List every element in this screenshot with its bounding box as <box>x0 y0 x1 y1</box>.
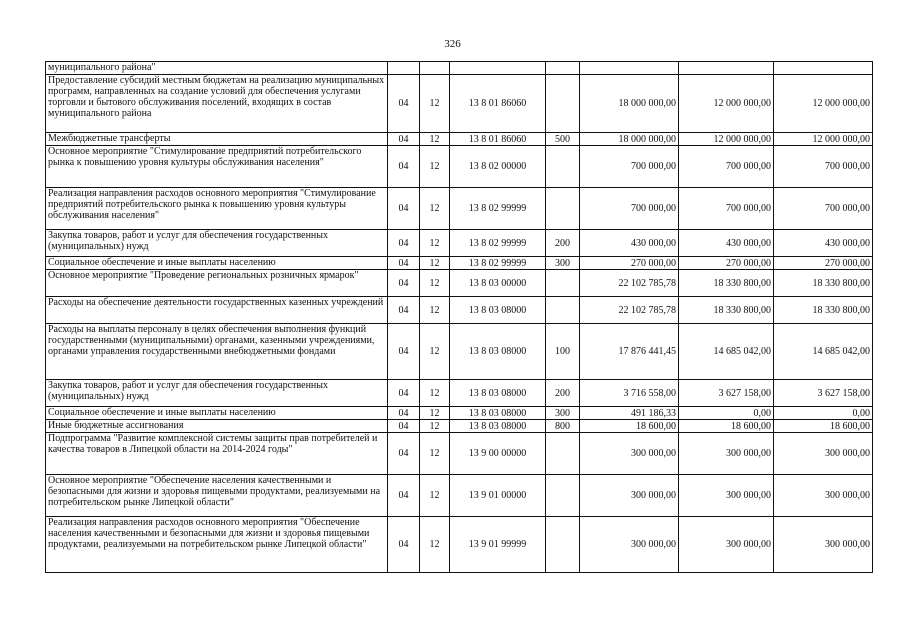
table-row <box>46 475 873 517</box>
cell-subsection: 12 <box>420 257 450 270</box>
cell-section: 04 <box>388 75 420 133</box>
cell-target-article: 13 9 00 00000 <box>450 433 546 475</box>
cell-expense-type: 100 <box>546 324 580 380</box>
table-row <box>46 407 873 420</box>
cell-target-article: 13 8 03 08000 <box>450 420 546 433</box>
cell-name: Закупка товаров, работ и услуг для обеспечения государственных (муниципальных) нужд <box>46 230 388 257</box>
cell-expense-type: 800 <box>546 420 580 433</box>
cell-amount-year-2: 700 000,00 <box>679 188 774 230</box>
cell-amount-year-3: 18 330 800,00 <box>774 270 873 297</box>
cell-expense-type: 200 <box>546 380 580 407</box>
table-row <box>46 188 873 230</box>
cell-section: 04 <box>388 433 420 475</box>
cell-target-article: 13 8 02 99999 <box>450 188 546 230</box>
cell-amount-year-1: 18 000 000,00 <box>580 75 679 133</box>
cell-amount-year-2: 0,00 <box>679 407 774 420</box>
table-row <box>46 517 873 573</box>
cell-amount-year-3: 12 000 000,00 <box>774 133 873 146</box>
cell-subsection: 12 <box>420 420 450 433</box>
budget-table-body <box>46 62 873 573</box>
table-row <box>46 257 873 270</box>
cell-expense-type <box>546 146 580 188</box>
cell-amount-year-2: 14 685 042,00 <box>679 324 774 380</box>
cell-subsection: 12 <box>420 75 450 133</box>
cell-section: 04 <box>388 230 420 257</box>
table-row <box>46 270 873 297</box>
cell-target-article: 13 8 03 00000 <box>450 270 546 297</box>
cell-subsection: 12 <box>420 230 450 257</box>
table-row <box>46 433 873 475</box>
cell-amount-year-2: 3 627 158,00 <box>679 380 774 407</box>
table-row <box>46 230 873 257</box>
cell-target-article: 13 8 02 99999 <box>450 230 546 257</box>
cell-expense-type: 200 <box>546 230 580 257</box>
cell-amount-year-3: 700 000,00 <box>774 146 873 188</box>
cell-amount-year-1: 270 000,00 <box>580 257 679 270</box>
cell-subsection <box>420 62 450 75</box>
cell-amount-year-3: 18 330 800,00 <box>774 297 873 324</box>
cell-amount-year-1: 700 000,00 <box>580 146 679 188</box>
cell-subsection: 12 <box>420 297 450 324</box>
cell-amount-year-1: 300 000,00 <box>580 433 679 475</box>
cell-amount-year-1: 18 600,00 <box>580 420 679 433</box>
table-row <box>46 133 873 146</box>
cell-name: Реализация направления расходов основного мероприятия "Стимулирование предприятий потребительского рынка к повышению уровня культуры обслуживания населения" <box>46 188 388 230</box>
cell-amount-year-2: 18 330 800,00 <box>679 297 774 324</box>
cell-name: Предоставление субсидий местным бюджетам на реализацию муниципальных программ, направленных на создание условий для обеспечения услугами торговли и бытового обслуживания поселений, входящих в состав муниципального района <box>46 75 388 133</box>
cell-expense-type <box>546 433 580 475</box>
cell-amount-year-1: 22 102 785,78 <box>580 270 679 297</box>
cell-amount-year-3: 300 000,00 <box>774 517 873 573</box>
cell-section: 04 <box>388 420 420 433</box>
cell-section: 04 <box>388 146 420 188</box>
cell-name: Иные бюджетные ассигнования <box>46 420 388 433</box>
cell-target-article: 13 8 03 08000 <box>450 324 546 380</box>
cell-amount-year-2: 300 000,00 <box>679 433 774 475</box>
cell-amount-year-3: 300 000,00 <box>774 475 873 517</box>
cell-amount-year-2 <box>679 62 774 75</box>
cell-amount-year-3: 270 000,00 <box>774 257 873 270</box>
cell-amount-year-3: 300 000,00 <box>774 433 873 475</box>
cell-subsection: 12 <box>420 517 450 573</box>
cell-amount-year-3: 12 000 000,00 <box>774 75 873 133</box>
cell-amount-year-2: 700 000,00 <box>679 146 774 188</box>
cell-target-article: 13 8 02 00000 <box>450 146 546 188</box>
cell-target-article: 13 8 01 86060 <box>450 75 546 133</box>
cell-subsection: 12 <box>420 146 450 188</box>
cell-section: 04 <box>388 324 420 380</box>
cell-target-article <box>450 62 546 75</box>
cell-section: 04 <box>388 407 420 420</box>
cell-amount-year-1: 491 186,33 <box>580 407 679 420</box>
cell-expense-type <box>546 270 580 297</box>
cell-name: Основное мероприятие "Проведение региональных розничных ярмарок" <box>46 270 388 297</box>
cell-amount-year-3: 14 685 042,00 <box>774 324 873 380</box>
cell-amount-year-1: 430 000,00 <box>580 230 679 257</box>
cell-amount-year-2: 300 000,00 <box>679 517 774 573</box>
cell-target-article: 13 9 01 99999 <box>450 517 546 573</box>
cell-expense-type <box>546 475 580 517</box>
cell-amount-year-1: 300 000,00 <box>580 475 679 517</box>
cell-section: 04 <box>388 133 420 146</box>
cell-expense-type: 300 <box>546 407 580 420</box>
cell-section: 04 <box>388 297 420 324</box>
cell-subsection: 12 <box>420 433 450 475</box>
cell-target-article: 13 8 03 08000 <box>450 297 546 324</box>
cell-expense-type <box>546 517 580 573</box>
table-row <box>46 62 873 75</box>
table-row <box>46 380 873 407</box>
cell-amount-year-2: 12 000 000,00 <box>679 75 774 133</box>
table-row <box>46 75 873 133</box>
cell-subsection: 12 <box>420 270 450 297</box>
cell-amount-year-3: 0,00 <box>774 407 873 420</box>
cell-amount-year-1: 3 716 558,00 <box>580 380 679 407</box>
table-row <box>46 420 873 433</box>
cell-section: 04 <box>388 257 420 270</box>
cell-subsection: 12 <box>420 407 450 420</box>
cell-name: Подпрограмма "Развитие комплексной системы защиты прав потребителей и качества товаров в Липецкой области на 2014-2024 годы" <box>46 433 388 475</box>
cell-amount-year-3: 3 627 158,00 <box>774 380 873 407</box>
cell-name: Основное мероприятие "Стимулирование предприятий потребительского рынка к повышению уровня культуры обслуживания населения" <box>46 146 388 188</box>
cell-target-article: 13 8 03 08000 <box>450 407 546 420</box>
cell-expense-type: 300 <box>546 257 580 270</box>
cell-amount-year-1: 700 000,00 <box>580 188 679 230</box>
cell-name: Социальное обеспечение и иные выплаты населению <box>46 407 388 420</box>
cell-target-article: 13 8 01 86060 <box>450 133 546 146</box>
table-row <box>46 297 873 324</box>
cell-amount-year-1: 18 000 000,00 <box>580 133 679 146</box>
cell-section: 04 <box>388 270 420 297</box>
cell-name: муниципального района" <box>46 62 388 75</box>
cell-expense-type <box>546 188 580 230</box>
cell-amount-year-2: 18 600,00 <box>679 420 774 433</box>
cell-expense-type <box>546 75 580 133</box>
table-row <box>46 324 873 380</box>
cell-section: 04 <box>388 380 420 407</box>
cell-subsection: 12 <box>420 324 450 380</box>
cell-amount-year-1: 17 876 441,45 <box>580 324 679 380</box>
cell-name: Расходы на выплаты персоналу в целях обеспечения выполнения функций государственными (муниципальными) органами, казенными учреждениями, органами управления государственными внебюджетными фондами <box>46 324 388 380</box>
cell-amount-year-3: 430 000,00 <box>774 230 873 257</box>
page-number: 326 <box>444 38 461 50</box>
cell-target-article: 13 9 01 00000 <box>450 475 546 517</box>
cell-amount-year-2: 18 330 800,00 <box>679 270 774 297</box>
cell-section: 04 <box>388 517 420 573</box>
cell-name: Основное мероприятие "Обеспечение населения качественными и безопасными для жизни и здоровья пищевыми продуктами, реализуемыми на потребительском рынке Липецкой области" <box>46 475 388 517</box>
cell-amount-year-1: 22 102 785,78 <box>580 297 679 324</box>
cell-expense-type: 500 <box>546 133 580 146</box>
table-row <box>46 146 873 188</box>
cell-amount-year-3 <box>774 62 873 75</box>
cell-target-article: 13 8 02 99999 <box>450 257 546 270</box>
cell-subsection: 12 <box>420 380 450 407</box>
cell-name: Реализация направления расходов основного мероприятия "Обеспечение населения качественными и безопасными для жизни и здоровья пищевыми продуктами, реализуемыми на потребительском рынке Липецкой области" <box>46 517 388 573</box>
cell-amount-year-1: 300 000,00 <box>580 517 679 573</box>
cell-amount-year-3: 700 000,00 <box>774 188 873 230</box>
cell-expense-type <box>546 62 580 75</box>
cell-amount-year-2: 270 000,00 <box>679 257 774 270</box>
cell-amount-year-1 <box>580 62 679 75</box>
budget-table <box>45 61 873 573</box>
cell-subsection: 12 <box>420 475 450 517</box>
cell-amount-year-2: 12 000 000,00 <box>679 133 774 146</box>
cell-amount-year-3: 18 600,00 <box>774 420 873 433</box>
cell-amount-year-2: 430 000,00 <box>679 230 774 257</box>
cell-name: Закупка товаров, работ и услуг для обеспечения государственных (муниципальных) нужд <box>46 380 388 407</box>
cell-subsection: 12 <box>420 188 450 230</box>
cell-target-article: 13 8 03 08000 <box>450 380 546 407</box>
cell-name: Межбюджетные трансферты <box>46 133 388 146</box>
cell-name: Социальное обеспечение и иные выплаты населению <box>46 257 388 270</box>
cell-section <box>388 62 420 75</box>
cell-subsection: 12 <box>420 133 450 146</box>
cell-amount-year-2: 300 000,00 <box>679 475 774 517</box>
cell-expense-type <box>546 297 580 324</box>
cell-section: 04 <box>388 475 420 517</box>
cell-name: Расходы на обеспечение деятельности государственных казенных учреждений <box>46 297 388 324</box>
cell-section: 04 <box>388 188 420 230</box>
